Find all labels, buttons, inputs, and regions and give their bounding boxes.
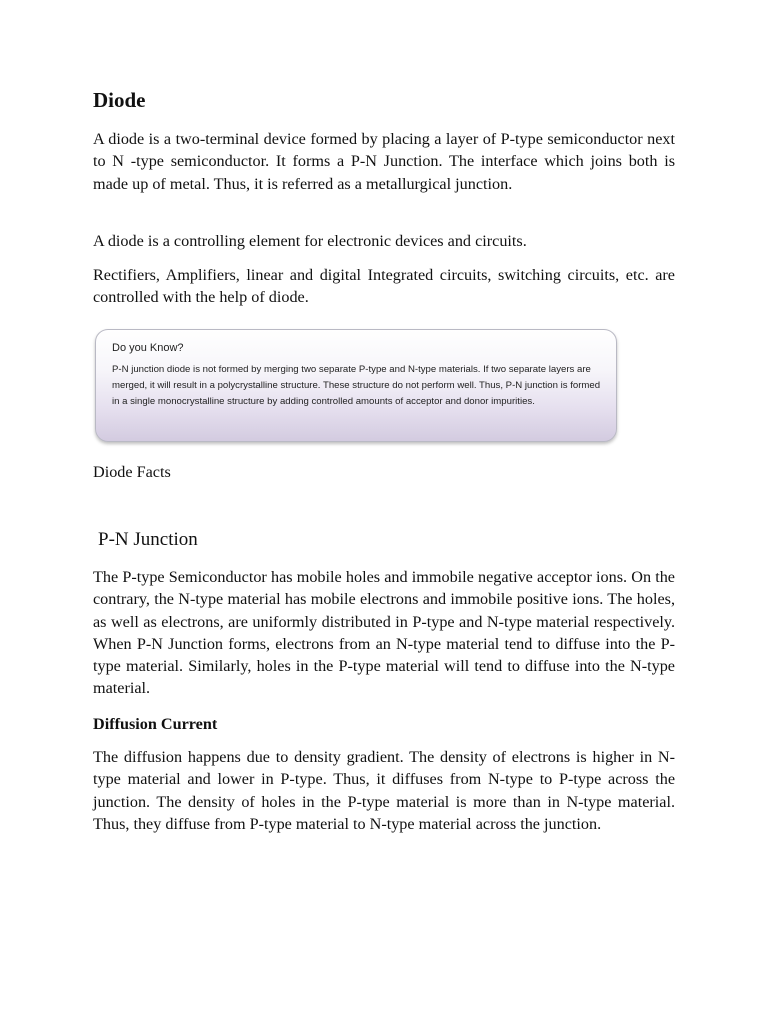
section-heading: P-N Junction [98,529,198,550]
paragraph-controlling-element: A diode is a controlling element for electronic devices and circuits. [93,232,527,250]
callout-title: Do you Know? [112,342,184,354]
intro-paragraph: A diode is a two-terminal device formed by placing a layer of P-type semiconductor next to N -type semiconductor. It forms a P-N Junction. The interface which joins both is made up of metal. Thus, it is referred as a metallurgical junction. [93,130,675,193]
subsection-heading: Diffusion Current [93,715,218,733]
subsection-paragraph: The diffusion happens due to density gradient. The density of electrons is higher in N-type material and lower in P-type. Thus, it diffuses from N-type to P-type across the junction. The density of holes in the P-type material is more than in N-type material. Thus, they diffuse from P-type material to N-type material across the junction. [93,748,675,833]
figure-caption: Diode Facts [93,463,171,481]
did-you-know-callout [95,329,617,442]
paragraph-applications: Rectifiers, Amplifiers, linear and digital Integrated circuits, switching circuits, etc. are controlled with the help of diode. [93,266,675,307]
document-title: Diode [93,88,146,112]
callout-body: P-N junction diode is not formed by merging two separate P-type and N-type materials. If two separate layers are merged, it will result in a polycrystalline structure. These structure do not perform well. Thus, P-N junction is formed in a single monocrystalline structure by adding controlled amounts of acceptor and donor impurities. [112,364,601,408]
section-paragraph: The P-type Semiconductor has mobile holes and immobile negative acceptor ions. On the contrary, the N-type material has mobile electrons and immobile positive ions. The holes, as well as electrons, are uniformly distributed in P-type and N-type material respectively. When P-N Junction forms, electrons from an N-type material tend to diffuse into the P-type material. Similarly, holes in the P-type material will tend to diffuse into the N-type material. [93,568,675,698]
